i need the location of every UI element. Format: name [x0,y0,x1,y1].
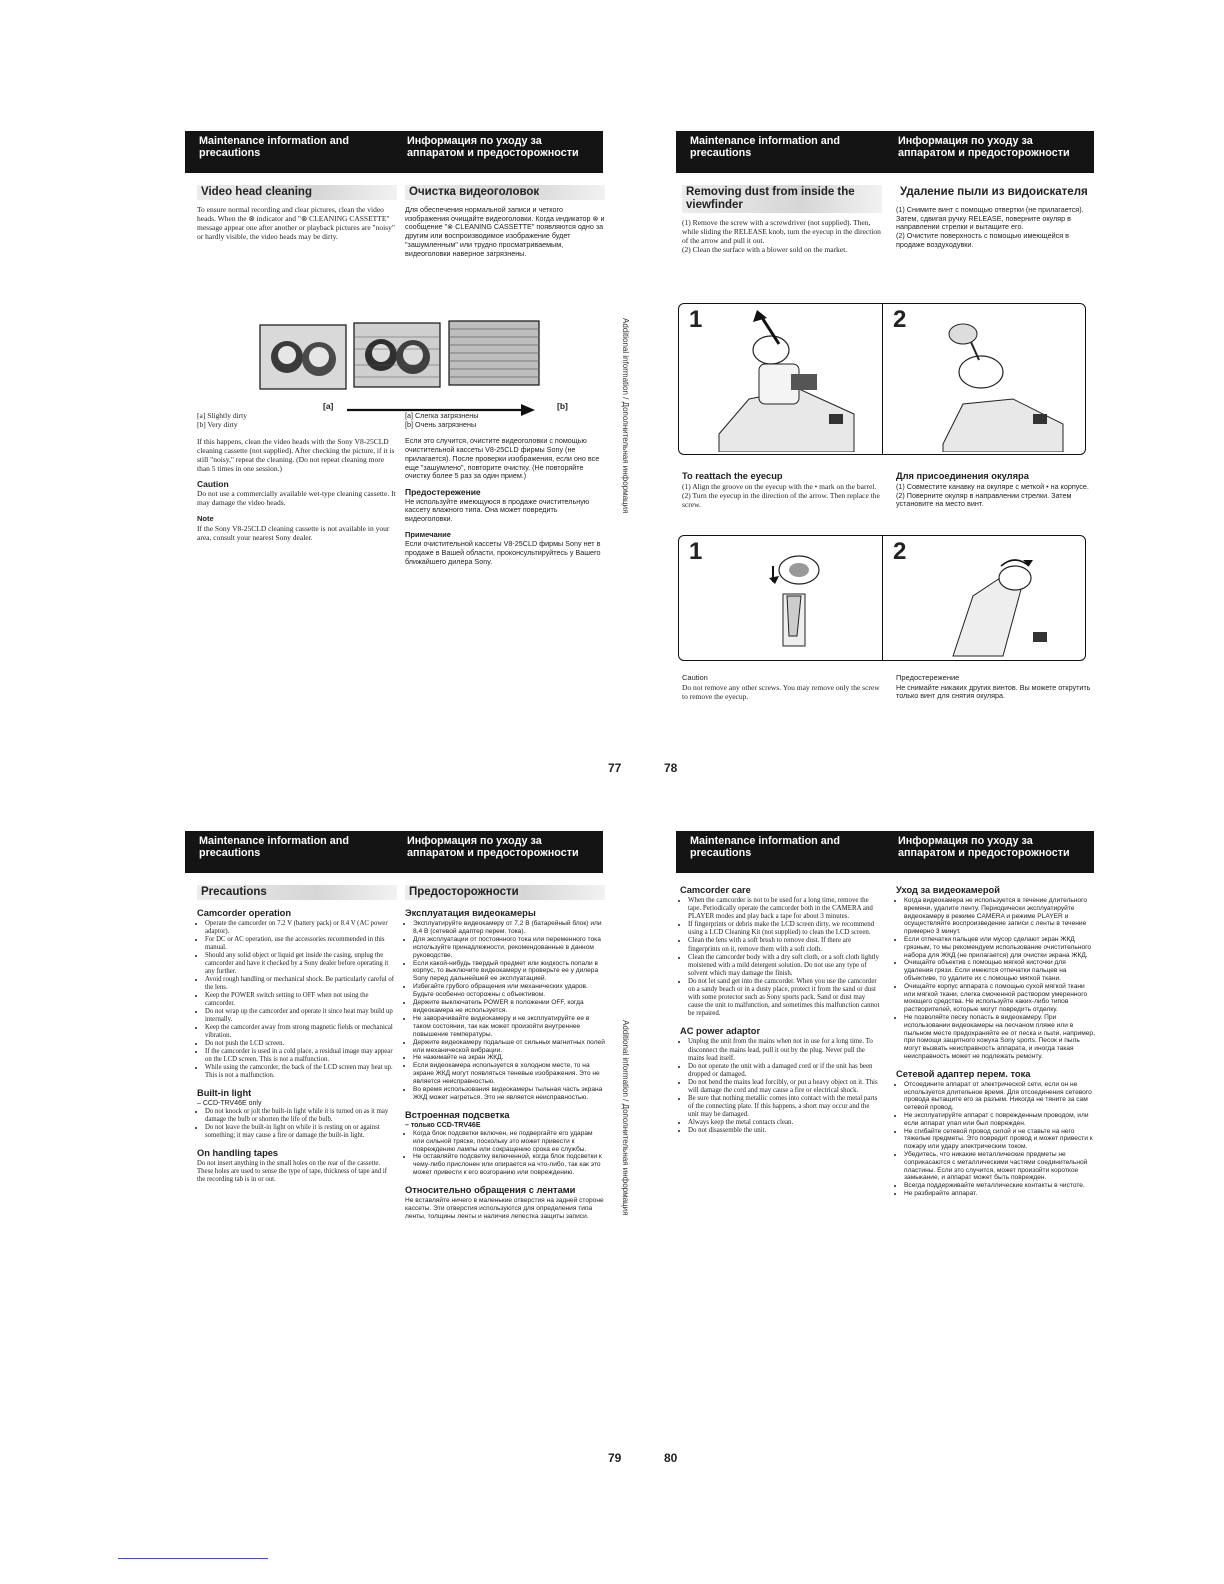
body-text: Если это случится, очистите видеоголовки с помощью очистительной кассеты V8-25CLD фирмы Sony (не прилагается). После проверки изображения, если оно все еще "зашумлено", повторите очистку. (Не повторяйте очистку более 5 раз за один прием.) [405,436,600,481]
tapes-text: Не вставляйте ничего в маленькие отверстия на задней стороне кассеты. Эти отверстия используются для определения типа ленты, толщины ленты и наличия лепестка защиты записи. [405,1197,604,1220]
reattach-figure [678,535,1086,661]
list-item: • Do not let sand get into the camcorder. When you use the camcorder on a sandy beach or in a dusty place, protect it from the sand or dust with some protector such as Sony sports pack. Sand or dust may cause the unit to malfunction, and sometimes this malfunction cannot be repaired. [688,978,880,1018]
section-title: Precautions [197,885,397,900]
list-item: • Do not wrap up the camcorder and operate it since heat may build up internally. [205,1008,397,1024]
list-item: • Если видеокамера используется в холодном месте, то на экране ЖКД могут появляться теневые изображения. Это не является неисправностью. [413,1062,605,1086]
tapes-text: Do not insert anything in the small holes on the rear of the cassette. These holes are used to sense the type of tape, thickness of tape and if the recording tab is in or out. [197,1159,388,1183]
column-en [197,883,397,1190]
header-en: Maintenance information and precautions [690,835,840,859]
caption-a: [a] Slightly dirty [197,411,247,420]
list-item: • Всегда поддерживайте металлические контакты в чистоте. [904,1182,1096,1190]
note-heading: Note [197,513,214,523]
subheading: Camcorder care [680,885,751,895]
list-item: • Operate the camcorder on 7.2 V (battery pack) or 8.4 V (AC power adaptor). [205,920,397,936]
list-item: • Во время использования видеокамеры тыльная часть экрана ЖКД может нагреться. Это не является неисправностью. [413,1086,605,1102]
list-item: • If the camcorder is used in a cold place, a residual image may appear on the LCD screen. This is not a malfunction. [205,1048,397,1064]
column-ru [405,183,605,264]
caution-heading: Caution [682,673,708,682]
list-item: • If fingerprints or debris make the LCD screen dirty, we recommend using a LCD Cleaning Kit (not supplied) to clean the LCD screen. [688,921,880,937]
reattach-step-1: (1) Align the groove on the eyecup with the • mark on the barrel. [682,482,877,491]
intro-text: To ensure normal recording and clear pictures, clean the video heads. When the ⊗ indicator and "⊗ CLEANING CASSETTE" message appear one after another or playback pictures are "noisy" or hardly visible, the video heads may be dirty. [197,205,395,241]
list-item: • Avoid rough handling or mechanical shock. Be particularly careful of the lens. [205,976,397,992]
eyecup-turn-drawing [883,536,1083,658]
list-item: • Убедитесь, что никакие металлические предметы не соприкасаются с металлическими частями соединительной пластины. Если это случится, может произойти короткое замыкание, и аппарат может быть поврежден. [904,1151,1096,1182]
section-header [185,831,603,873]
list-item: • Do not push the LCD screen. [205,1040,397,1048]
list-item: • Clean the camcorder body with a dry soft cloth, or a soft cloth lightly moistened with a mild detergent solution. Do not use any type of solvent which may damage the finish. [688,954,880,978]
list-item: • Unplug the unit from the mains when not in use for a long time. To disconnect the mains lead, pull it out by the plug. Never pull the mains lead itself. [688,1038,880,1062]
dirty-heads-illustration [259,317,541,397]
caution-text: Do not use a commercially available wet-type cleaning cassette. It may damage the video heads. [197,489,396,508]
column-ru [896,883,1096,1202]
column-ru-lower [405,412,605,573]
care-list [680,897,880,1018]
column-ru-caution [896,667,1096,707]
reattach-step-1: (1) Совместите канавку на окуляре с меткой • на корпусе. [896,482,1089,491]
page-divider-line [118,1558,268,1559]
subheading: Эксплуатация видеокамеры [405,908,536,918]
header-ru: Информация по уходу за аппаратом и предосторожности [898,135,1070,159]
intro-text: Для обеспечения нормальной записи и четкого изображения очищайте видеоголовки. Когда индикатор ⊗ и сообщение "⊗ CLEANING CASSETTE" появляются одно за другим или воспроизводимое изображение будет "зашумленным" или трудно просматриваемым, видеоголовки наверное загрязнены. [405,205,605,258]
list-item: • While using the camcorder, the back of the LCD screen may heat up. This is not a malfunction. [205,1064,397,1080]
figure-panel-1 [679,536,882,660]
light-list [197,1108,397,1140]
list-item: • Если отпечатки пальцев или мусор сделают экран ЖКД грязным, то мы рекомендуем использование очистительного набора для ЖКД (не прилагается) для очистки экрана ЖКД. [904,936,1096,959]
figure-panel-2 [882,304,1086,454]
section-title: Очистка видеоголовок [405,185,605,200]
header-en: Maintenance information and precautions [199,835,349,859]
subheading: Built-in light [197,1088,252,1098]
header-en: Maintenance information and precautions [690,135,840,159]
figure-panel-2 [882,536,1086,660]
fig-label-a: [a] [323,401,334,411]
caption-b: [b] Очень загрязнены [405,419,477,429]
list-item: • Do not disassemble the unit. [688,1127,880,1135]
note-text: If the Sony V8-25CLD cleaning cassette is not available in your area, consult your nearest Sony dealer. [197,523,390,542]
caution-text: Не используйте имеющуюся в продаже очистительную кассету влажного типа. Она может повредить видеоголовки. [405,496,590,524]
list-item: • Не оставляйте подсветку включенной, когда блок подсветки к чему-либо прислонен или опирается на что-либо, так как это может привести к его возгоранию или повреждению. [413,1153,605,1177]
list-item: • Для эксплуатации от постоянного тока или переменного тока используйте принадлежности, рекомендованные в данном руководстве. [413,936,605,960]
column-ru-reattach [896,463,1096,515]
caution-heading: Caution [197,479,229,490]
side-tab-lower: Additional information / Дополнительная информация [621,1020,630,1216]
list-item: • Не позволяйте песку попасть в видеокамеру. При использовании видеокамеры на песчаном пляже или в пыльном месте предохраняйте ее от песка и пыли, например, при помощи защитного кожуха Sony sports. Песок и пыль могут вызвать неисправность аппарата, и иногда такая неисправность может не подлежать ремонту. [904,1014,1096,1061]
page-77 [185,131,603,771]
subheading: Уход за видеокамерой [896,885,1000,895]
list-item: • Do not bend the mains lead forcibly, or put a heavy object on it. This will damage the cord and may cause a fire or electrical shock. [688,1079,880,1095]
section-title: Removing dust from inside the viewfinder [682,185,882,213]
step-2: (2) Очистите поверхность с помощью имеющейся в продаже воздуходувки. [896,231,1069,249]
list-item: • Keep the POWER switch setting to OFF when not using the camcorder. [205,992,397,1008]
step-1: (1) Снимите винт с помощью отвертки (не прилагается). Затем, сдвигая ручку RELEASE, поверните окуляр в направлении стрелки и вытащите его. [896,205,1084,232]
section-header [676,831,1094,873]
list-item: • Отсоедините аппарат от электрической сети, если он не используется длительное время. Для отсоединения сетевого провода вытащите его за разъем. Никогда не тяните за сам сетевой провод. [904,1081,1096,1112]
step-2: (2) Clean the surface with a blower sold on the market. [682,244,848,254]
eyecup-removal-drawing [679,304,879,452]
fig-label-b: [b] [557,401,568,411]
light-list [405,1130,605,1177]
header-ru: Информация по уходу за аппаратом и предосторожности [407,835,579,859]
column-ru [405,883,605,1227]
removal-figure [678,303,1086,455]
subheading-note: – CCD-TRV46E only [197,1100,262,1107]
list-item: • Не сгибайте сетевой провод силой и не ставьте на него тяжелые предметы. Это повредит провод и может привести к пожару или удару электрическим током. [904,1128,1096,1151]
list-item: • Эксплуатируйте видеокамеру от 7,2 В (батарейный блок) или 8,4 В (сетевой адаптер перем. тока). [413,920,605,936]
operation-list [197,920,397,1080]
header-en: Maintenance information and precautions [199,135,349,159]
column-ru [896,183,1096,256]
column-en [197,183,397,248]
list-item: • Держите выключатель POWER в положении OFF, когда видеокамера не используется. [413,999,605,1015]
column-en-caution [682,667,882,708]
blower-cleaning-drawing [883,304,1083,452]
subheading: On handling tapes [197,1147,279,1158]
reattach-heading: Для присоединения окуляра [896,471,1029,481]
header-ru: Информация по уходу за аппаратом и предосторожности [407,135,579,159]
list-item: • Clean the lens with a soft brush to remove dust. If there are fingerprints on it, remove them with a soft cloth. [688,937,880,953]
list-item: • Keep the camcorder away from strong magnetic fields or mechanical vibration. [205,1024,397,1040]
reattach-step-2: (2) Поверните окуляр в направлении стрелки. Затем установите на место винт. [896,490,1072,509]
adaptor-list [680,1038,880,1135]
column-en-reattach [682,463,882,516]
subheading: Camcorder operation [197,908,292,918]
caption-b: [b] Very dirty [197,419,238,429]
list-item: • Избегайте грубого обращения или механических ударов. Будьте особенно осторожны с объективом. [413,983,605,999]
list-item: • Когда видеокамера не используется в течение длительного времени, удалите ленту. Периодически эксплуатируйте видеокамеру в режиме CAMERA и режиме PLAYER и осуществляйте воспроизведение записи с ленты в течение примерно 3 минут. [904,897,1096,936]
list-item: • Очищайте объектив с помощью мягкой кисточки для удаления грязи. Если имеются отпечатки пальцев на объективе, то удалите их с помощью мягкой ткани. [904,959,1096,982]
panel-number: 1 [689,538,703,565]
list-item: • Не нажимайте на экран ЖКД. [413,1054,605,1062]
subheading-note: – только CCD-TRV46E [405,1121,481,1129]
list-item: • Если какой-нибудь твердый предмет или жидкость попали в корпус, то выключите видеокамеру и проверьте ее у дилера Sony перед дальнейшей ее эксплуатацией. [413,960,605,984]
page-79 [185,831,603,1481]
adaptor-list [896,1081,1096,1198]
page-number-80: 80 [664,1451,678,1465]
panel-number: 2 [893,306,907,333]
reattach-step-2: (2) Turn the eyecup in the direction of the arrow. Then replace the screw. [682,490,880,509]
page-80 [676,831,1094,1481]
page-number-78: 78 [664,761,678,775]
list-item: • Когда блок подсветки включен, не подвергайте его ударам или сильной тряске, поскольку это может привести к повреждению лампы или сокращению срока ее службы. [413,1130,605,1154]
caution-heading: Предостережение [405,486,481,497]
list-item: • Не заворачивайте видеокамеру и не эксплуатируйте ее в таком состоянии, так как может произойти внутреннее повышение температуры. [413,1015,605,1039]
list-item: • For DC or AC operation, use the accessories recommended in this manual. [205,936,397,952]
column-en [682,183,882,261]
list-item: • When the camcorder is not to be used for a long time, remove the tape. Periodically operate the camcorder both in the CAMERA and PLAYER modes and play back a tape for about 3 minutes. [688,897,880,921]
subheading: Встроенная подсветка [405,1109,510,1120]
caution-text: Не снимайте никаких других винтов. Вы можете открутить только винт для снятия окуляра. [896,682,1091,701]
body-text: If this happens, clean the video heads with the Sony V8-25CLD cleaning cassette (not supplied). After checking the picture, if it is still "noisy," repeat the cleaning. (Do not repeat cleaning more than 5 times in one session.) [197,436,395,473]
list-item: • Be sure that nothing metallic comes into contact with the metal parts of the connecting plate. If this happens, a short may occur and the unit may be damaged. [688,1095,880,1119]
eyecup-align-drawing [679,536,879,658]
caution-text: Do not remove any other screws. You may remove only the screw to remove the eyecup. [682,682,880,701]
list-item: • Do not operate the unit with a damaged cord or if the unit has been dropped or damaged. [688,1063,880,1079]
operation-list [405,920,605,1102]
subheading: Сетевой адаптер перем. тока [896,1068,1031,1079]
note-heading: Примечание [405,529,451,539]
step-1: (1) Remove the screw with a screwdriver (not supplied). Then, while sliding the RELEASE knob, turn the eyecup in the direction of the arrow and pull it out. [682,218,881,245]
list-item: • Не разбирайте аппарат. [904,1190,1096,1198]
care-list [896,897,1096,1061]
list-item: • Do not leave the built-in light on while it is resting on or against something; it may cause a fire or damage the built-in light. [205,1124,397,1140]
section-title: Video head cleaning [197,185,397,200]
page-78 [676,131,1094,771]
caption-a: [a] Слегка загрязнены [405,411,479,420]
panel-number: 2 [893,538,907,565]
list-item: • Should any solid object or liquid get inside the casing, unplug the camcorder and have it checked by a Sony dealer before operating it any further. [205,952,397,976]
figure-panel-1 [679,304,882,454]
subheading: Относительно обращения с лентами [405,1185,576,1196]
section-title: Предосторожности [405,885,605,900]
column-en [680,883,880,1140]
header-ru: Информация по уходу за аппаратом и предосторожности [898,835,1070,859]
section-header [676,131,1094,173]
subheading: AC power adaptor [680,1026,761,1037]
panel-number: 1 [689,306,703,333]
page-number-77: 77 [608,761,622,775]
note-text: Если очистительной кассеты V8-25CLD фирмы Sony нет в продаже в Вашей области, проконсультируйтесь у Вашего ближайшего дилера Sony. [405,539,601,566]
section-header [185,131,603,173]
list-item: • Always keep the metal contacts clean. [688,1119,880,1127]
list-item: • Не эксплуатируйте аппарат с поврежденным проводом, или если аппарат упал или был поврежден. [904,1112,1096,1128]
section-title: Удаление пыли из видоискателя [900,186,1088,198]
list-item: • Очищайте корпус аппарата с помощью сухой мягкой ткани или мягкой ткани, слегка смоченной раствором умеренного моющего средства. Не используйте каких-либо типов растворителей, которые могут повредить отделку. [904,983,1096,1014]
side-tab-upper: Additional information / Дополнительная информация [621,318,630,514]
column-en-lower [197,412,397,548]
reattach-heading: To reattach the eyecup [682,471,783,481]
list-item: • Do not knock or jolt the built-in light while it is turned on as it may damage the bulb or shorten the life of the bulb. [205,1108,397,1124]
caution-heading: Предостережение [896,673,960,682]
page-number-79: 79 [608,1451,622,1465]
list-item: • Держите видеокамеру подальше от сильных магнитных полей или механической вибрации. [413,1039,605,1055]
